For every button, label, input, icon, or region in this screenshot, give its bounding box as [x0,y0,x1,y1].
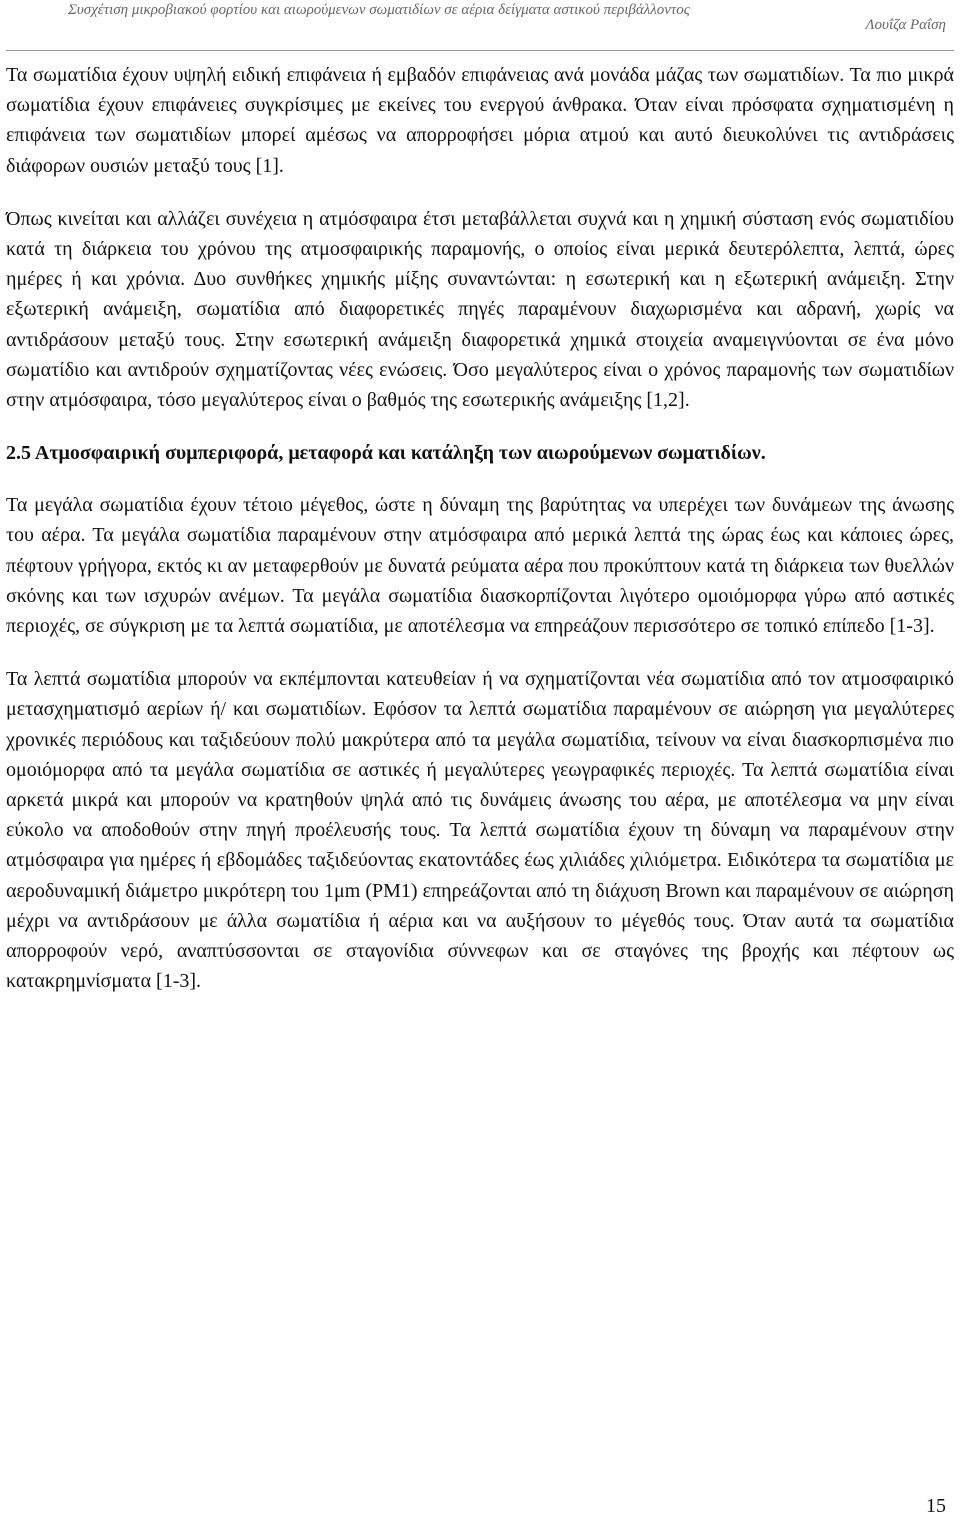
paragraph-chemical-mixing: Όπως κινείται και αλλάζει συνέχεια η ατμόσφαιρα έτσι μεταβάλλεται συχνά και η χημική σύσταση ενός σωματιδίου κατά τη διάρκεια του χρόνου της ατμοσφαιρικής παραμονής, ο οποίος είναι μερικά δευτερόλεπτα, λεπτά, ώρες ημέρες ή και χρόνια. Δυο συνθήκες χημικής μίξης συναντώνται: η εσωτερική και η εξωτερική ανάμειξη. Στην εξωτερική ανάμειξη, σωματίδια από διαφορετικές πηγές παραμένουν διαχωρισμένα και αδρανή, χωρίς να αντιδράσουν μεταξύ τους. Στην εσωτερική ανάμειξη διαφορετικά χημικά στοιχεία αναμειγνύονται σε ένα μόνο σωματίδιο και αντιδρούν σχηματίζοντας νέες ενώσεις. Όσο μεγαλύτερος είναι ο χρόνος παραμονής των σωματιδίων στην ατμόσφαιρα, τόσο μεγαλύτερος είναι ο βαθμός της εσωτερικής ανάμειξης [1,2]. [6,207,954,412]
paragraph-fine-particles: Τα λεπτά σωματίδια μπορούν να εκπέμπονται κατευθείαν ή να σχηματίζονται νέα σωματίδια από τον ατμοσφαιρικό μετασχηματισμό αερίων ή/ και σωματιδίων. Εφόσον τα λεπτά σωματίδια παραμένουν σε αιώρηση για μεγαλύτερες χρονικές περιόδους και ταξιδεύουν πολύ μακρύτερα από τα μεγάλα σωματίδια, τείνουν να είναι διασκορπισμένα πιο ομοιόμορφα από τα μεγάλα σωματίδια σε αστικές ή μεγαλύτερες γεωγραφικές περιοχές. Τα λεπτά σωματίδια είναι αρκετά μικρά και μπορούν να κρατηθούν ψηλά από τις δυνάμεις άνωσης του αέρα, με αποτέλεσμα να μην είναι εύκολο να αποδοθούν στην πηγή προέλευσής τους. Τα λεπτά σωματίδια έχουν τη δύναμη να παραμένουν στην ατμόσφαιρα για ημέρες ή εβδομάδες ταξιδεύοντας εκατοντάδες έως χιλιάδες χιλιόμετρα. Ειδικότερα τα σωματίδια με αεροδυναμική διάμετρο μικρότερη του 1μm (PM1) επηρεάζονται από τη διάχυση Brown και παραμένουν σε αιώρηση μέχρι να αντιδράσουν με άλλα σωματίδια ή αέρια και να αυξήσουν το μέγεθός τους. Όταν αυτά τα σωματίδια απορροφούν νερό, αναπτύσσονται σε σταγονίδια σύννεφων και σε σταγόνες της βροχής και πέφτουν ως κατακρημνίσματα [1-3]. [6,668,954,993]
paragraph-large-particles: Τα μεγάλα σωματίδια έχουν τέτοιο μέγεθος, ώστε η δύναμη της βαρύτητας να υπερέχει των δυνάμεων της άνωσης του αέρα. Τα μεγάλα σωματίδια παραμένουν στην ατμόσφαιρα από μερικά λεπτά της ώρας έως και κάποιες ώρες, πέφτουν γρήγορα, εκτός κι αν μεταφερθούν με δυνατά ρεύματα αέρα που προκύπτουν κατά τη διάρκεια των θυελλών σκόνης και των ισχυρών ανέμων. Τα μεγάλα σωματίδια διασκορπίζονται λιγότερο ομοιόμορφα γύρω από αστικές περιοχές, σε σύγκριση με τα λεπτά σωματίδια, με αποτέλεσμα να επηρεάζουν περισσότερο σε τοπικό επίπεδο [1-3]. [6,494,954,638]
running-title: Συσχέτιση μικροβιακού φορτίου και αιωρούμενων σωματιδίων σε αέρια δείγματα αστικού περιβάλλοντος [68,2,690,18]
page-number: 15 [926,1495,946,1517]
page-header [0,0,960,62]
paragraph-surface-area: Τα σωματίδια έχουν υψηλή ειδική επιφάνεια ή εμβαδόν επιφάνειας ανά μονάδα μάζας των σωματιδίων. Τα πιο μικρά σωματίδια έχουν επιφάνειες συγκρίσιμες με εκείνες του ενεργού άνθρακα. Όταν είναι πρόσφατα σχηματισμένη η επιφάνεια των σωματιδίων μπορεί αμέσως να απορροφήσει μόρια ατμού και αυτό διευκολύνει τις αντιδράσεις διάφορων ουσιών μεταξύ τους [1]. [6,64,954,177]
running-author: Λουΐζα Ραΐση [865,17,946,33]
document-body [6,60,954,1019]
header-divider [6,50,954,51]
section-heading: 2.5 Ατμοσφαιρική συμπεριφορά, μεταφορά και κατάληξη των αιωρούμενων σωματιδίων. [6,442,766,465]
